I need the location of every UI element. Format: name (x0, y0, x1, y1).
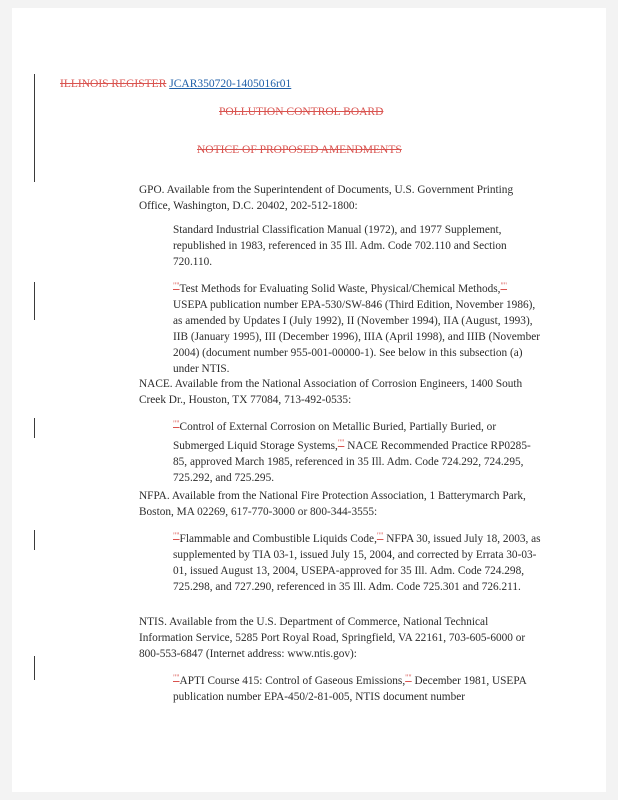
ntis-intro: NTIS. Available from the U.S. Department of Commerce, National Technical Information Service, 5285 Port Royal Road, Springfield, VA 22161, 703-605-6000 or 800-553-6847 (Internet address: www.ntis.gov): (139, 616, 526, 660)
register-header (60, 78, 291, 90)
gpo-item-sw846-rest: USEPA publication number EPA-530/SW-846 (Third Edition, November 1986), as amended by Updates I (July 1992), II (November 1994), IIA (August, 1993), IIB (January 1995), III (December 1996), IIIA (April 1998), and IIIB (November 2004) (document number 955-001-00000-1). See below in this subsection (a) under NTIS. (173, 299, 541, 375)
nfpa-item-title: Flammable and Combustible Liquids Code, (179, 533, 377, 545)
register-struck-text: ILLINOIS REGISTER (60, 78, 167, 90)
nace-item-rest: NACE Recommended Practice RP0285-85, approved March 1985, referenced in 35 Ill. Adm. Code 724.292, 724.295, 725.292, and 725.295. (173, 440, 531, 484)
change-bar (34, 418, 35, 438)
nace-item (173, 416, 541, 486)
quote-mark: "" (173, 281, 180, 290)
quote-mark: "" (405, 673, 412, 682)
nfpa-intro: NFPA. Available from the National Fire Protection Association, 1 Batterymarch Park, Boston, MA 02269, 617-770-3000 or 800-344-3555: (139, 490, 526, 518)
notice-heading: NOTICE OF PROPOSED AMENDMENTS (197, 144, 402, 156)
quote-mark: "" (500, 281, 508, 290)
ntis-item-rest: December 1981, USEPA publication number EPA-450/2-81-005, NTIS document number (173, 675, 527, 703)
nace-item-title: Control of External Corrosion on Metallic Buried, Partially Buried, or Submerged Liquid Storage Systems, (173, 421, 497, 452)
quote-mark: "" (173, 531, 180, 540)
quote-mark: "" (173, 419, 180, 428)
ntis-item-title: APTI Course 415: Control of Gaseous Emissions, (179, 675, 406, 687)
quote-mark: "" (173, 673, 180, 682)
gpo-item-sw846 (173, 278, 541, 377)
nfpa-item (173, 528, 541, 595)
nfpa-item-rest: NFPA 30, issued July 18, 2003, as supplemented by TIA 03-1, issued July 15, 2004, and corrected by Errata 30-03-01, issued August 13, 2004, USEPA-approved for 35 Ill. Adm. Code 724.298, 725.298, and 727.290, referenced in 35 Ill. Adm. Code 725.301 and 726.211. (173, 533, 541, 593)
register-inserted-text: JCAR350720-1405016r01 (169, 78, 292, 90)
change-bar (34, 656, 35, 680)
gpo-item-sw846-title: Test Methods for Evaluating Solid Waste, Physical/Chemical Methods, (179, 283, 501, 295)
change-bar (34, 282, 35, 320)
nace-intro: NACE. Available from the National Association of Corrosion Engineers, 1400 South Creek Dr., Houston, TX 77084, 713-492-0535: (139, 378, 523, 406)
gpo-item-sic-manual: Standard Industrial Classification Manual (1972), and 1977 Supplement, republished in 1983, referenced in 35 Ill. Adm. Code 702.110 and Section 720.110. (173, 224, 507, 268)
board-heading: POLLUTION CONTROL BOARD (219, 106, 384, 118)
change-bar (34, 530, 35, 550)
change-bar (34, 74, 35, 182)
gpo-intro: GPO. Available from the Superintendent of Documents, U.S. Government Printing Office, Washington, D.C. 20402, 202-512-1800: (139, 184, 514, 212)
ntis-item (173, 670, 541, 705)
quote-mark: "" (376, 531, 384, 540)
quote-mark: "" (337, 438, 345, 447)
